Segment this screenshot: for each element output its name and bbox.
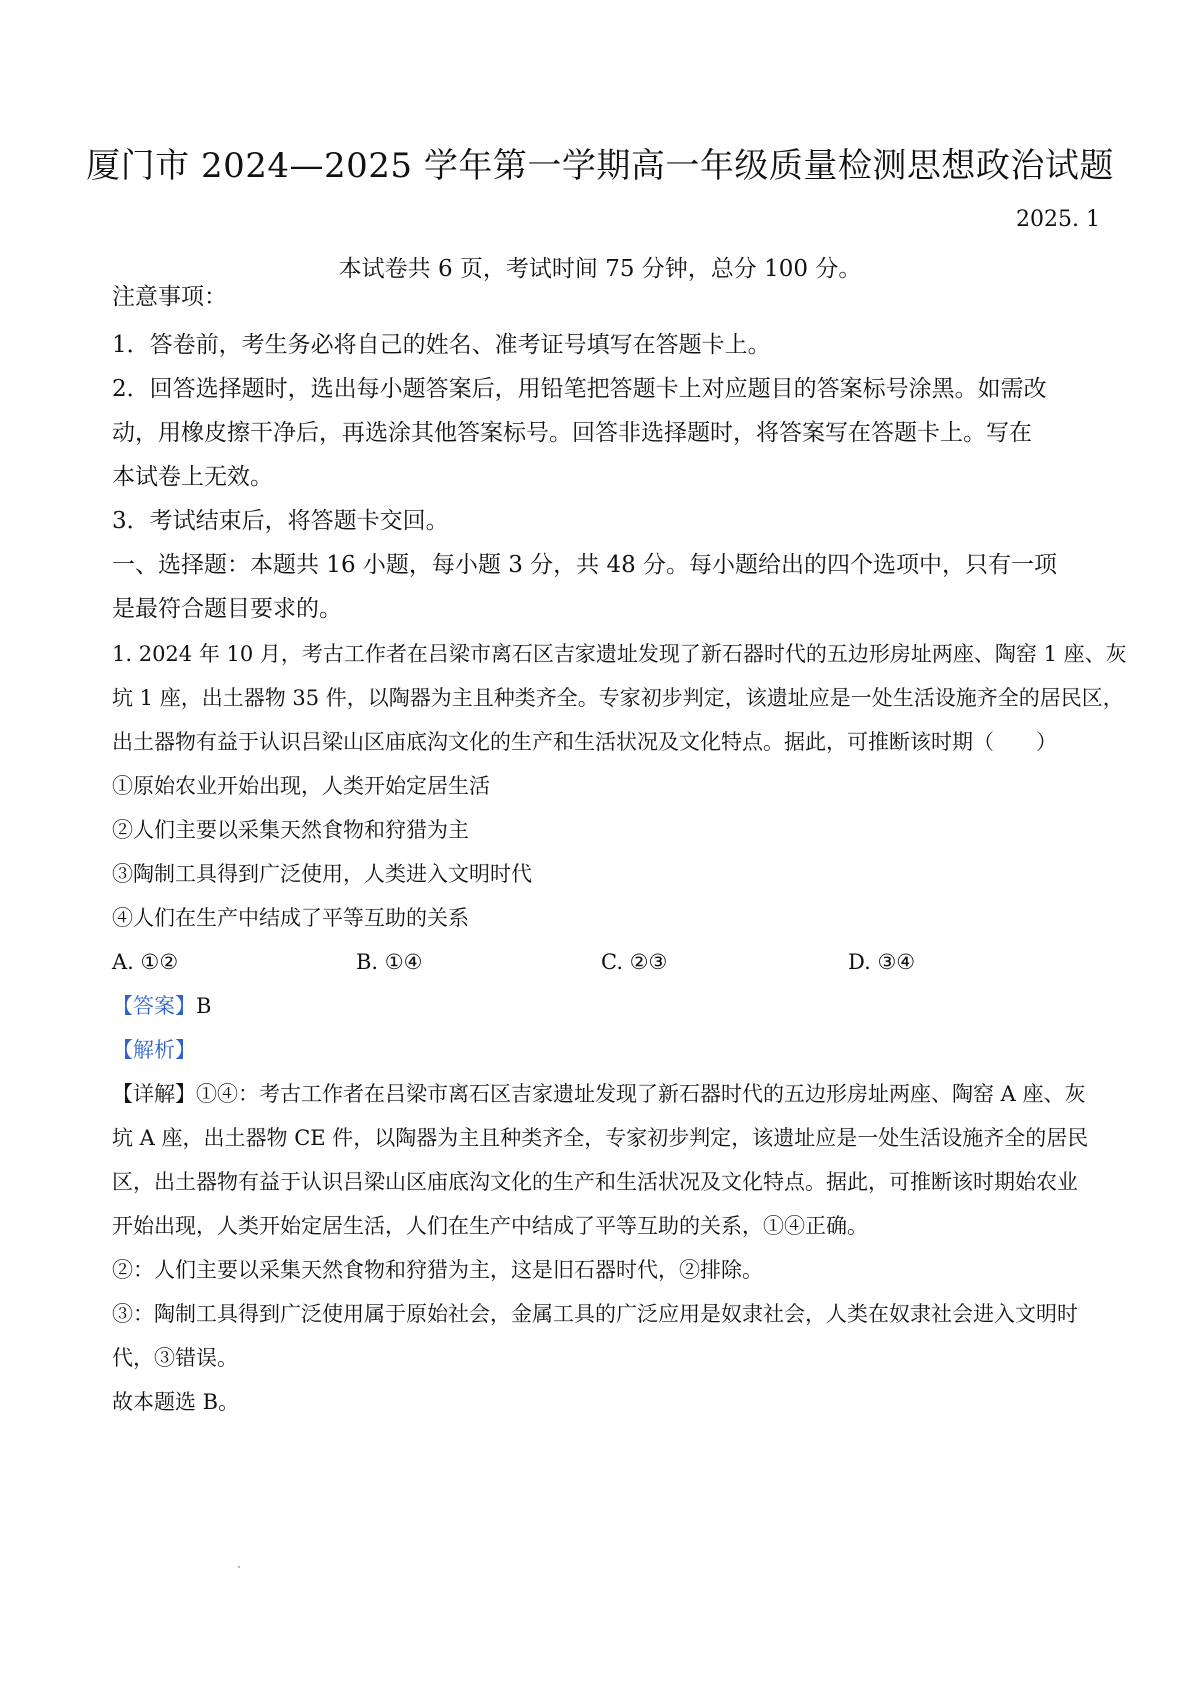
exam-title: 厦门市 2024—2025 学年第一学期高一年级质量检测思想政治试题 xyxy=(86,146,1114,186)
question-stem-line-2: 坑 1 座，出土器物 35 件，以陶器为主且种类齐全。专家初步判定，该遗址应是一处生活设施齐全的居民区， xyxy=(112,686,1124,710)
statement-1: ①原始农业开始出现，人类开始定居生活 xyxy=(112,774,490,798)
section-heading-line-2: 是最符合题目要求的。 xyxy=(112,596,342,622)
analysis-line xyxy=(112,1036,1102,1064)
option-b: B. ①④ xyxy=(356,950,423,974)
notice-item-2-line-1: 2．回答选择题时，选出每小题答案后，用铅笔把答题卡上对应题目的答案标号涂黑。如需改 xyxy=(112,376,1047,402)
option-d: D. ③④ xyxy=(848,950,916,974)
exam-info: 本试卷共 6 页，考试时间 75 分钟，总分 100 分。 xyxy=(338,256,862,282)
detail-line-1: 【详解】①④：考古工作者在吕梁市离石区吉家遗址发现了新石器时代的五边形房址两座、陶窑 A 座、灰 xyxy=(112,1082,1086,1106)
answer-value: B xyxy=(196,994,212,1018)
option-a: A. ①② xyxy=(112,950,179,974)
statement-4: ④人们在生产中结成了平等互助的关系 xyxy=(112,906,469,930)
statement-3: ③陶制工具得到广泛使用，人类进入文明时代 xyxy=(112,862,532,886)
notice-item-2-line-3: 本试卷上无效。 xyxy=(112,464,273,490)
conclusion: 故本题选 B。 xyxy=(112,1390,240,1414)
answer-line xyxy=(112,992,1102,1020)
section-heading-line-1: 一、选择题：本题共 16 小题，每小题 3 分，共 48 分。每小题给出的四个选项中，只有一项 xyxy=(112,552,1058,578)
statement-2: ②人们主要以采集天然食物和狩猎为主 xyxy=(112,818,469,842)
notice-heading: 注意事项： xyxy=(112,284,227,310)
detail-line-3: 区，出土器物有益于认识吕梁山区庙底沟文化的生产和生活状况及文化特点。据此，可推断该时期始农业 xyxy=(112,1170,1078,1194)
question-stem-line-1: 1. 2024 年 10 月，考古工作者在吕梁市离石区吉家遗址发现了新石器时代的五边形房址两座、陶窑 1 座、灰 xyxy=(112,642,1127,666)
scan-speck xyxy=(238,1566,240,1568)
detail-statement-2: ②：人们主要以采集天然食物和狩猎为主，这是旧石器时代，②排除。 xyxy=(112,1258,763,1282)
detail-line-2: 坑 A 座，出土器物 CE 件，以陶器为主且种类齐全，专家初步判定，该遗址应是一处生活设施齐全的居民 xyxy=(112,1126,1089,1150)
analysis-tag: 【解析】 xyxy=(112,1038,196,1062)
notice-item-1: 1．答卷前，考生务必将自己的姓名、准考证号填写在答题卡上。 xyxy=(112,332,771,358)
notice-item-2-line-2: 动，用橡皮擦干净后，再选涂其他答案标号。回答非选择题时，将答案写在答题卡上。写在 xyxy=(112,420,1032,446)
detail-statement-3-line-1: ③：陶制工具得到广泛使用属于原始社会，金属工具的广泛应用是奴隶社会，人类在奴隶社会进入文明时 xyxy=(112,1302,1078,1326)
notice-item-3: 3．考试结束后，将答题卡交回。 xyxy=(112,508,449,534)
question-stem-line-3: 出土器物有益于认识吕梁山区庙底沟文化的生产和生活状况及文化特点。据此，可推断该时期（ ） xyxy=(112,730,1057,754)
option-c: C. ②③ xyxy=(601,950,668,974)
detail-line-4: 开始出现，人类开始定居生活，人们在生产中结成了平等互助的关系，①④正确。 xyxy=(112,1214,868,1238)
detail-statement-3-line-2: 代，③错误。 xyxy=(112,1346,238,1370)
exam-date: 2025. 1 xyxy=(1016,207,1100,232)
answer-tag: 【答案】 xyxy=(112,994,196,1018)
